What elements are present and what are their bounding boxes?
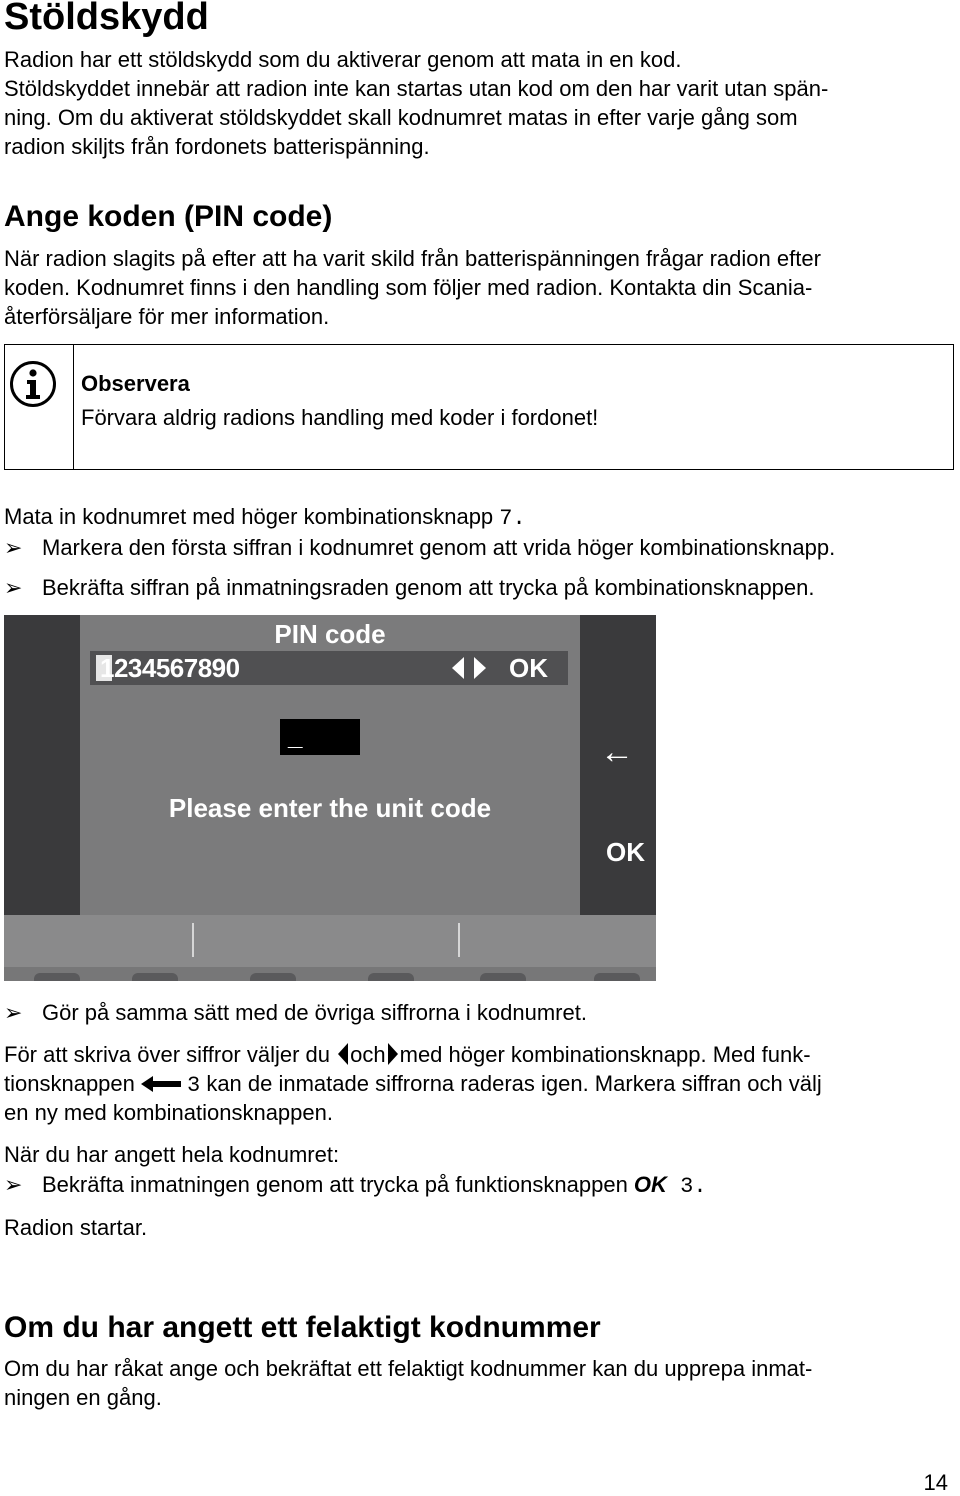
- section2-line-1: Om du har råkat ange och bekräftat ett felaktigt kodnummer kan du upprepa inmat-: [4, 1356, 813, 1381]
- back-arrow-icon: ←: [600, 733, 634, 771]
- pin-ok-label: OK: [509, 653, 548, 683]
- when-done-text: När du har angett hela kodnumret:: [4, 1142, 340, 1167]
- bullet3-text: Bekräfta inmatningen genom att trycka på funktionsknappen: [42, 1172, 634, 1197]
- bullet-arrow-icon: ➢: [4, 535, 23, 560]
- overwrite-text: För att skriva över siffror väljer du: [4, 1042, 337, 1067]
- left-triangle-icon: [338, 1043, 348, 1065]
- bullet-arrow-icon: ➢: [4, 575, 23, 600]
- section2-line-2: ningen en gång.: [4, 1385, 162, 1410]
- pin-digits: 1234567890: [100, 653, 240, 683]
- back-arrow-icon: [141, 1072, 181, 1092]
- screen-display: [80, 615, 580, 915]
- function-key: [368, 973, 414, 981]
- overwrite-text: och: [350, 1042, 386, 1067]
- intro-line-3: ning. Om du aktiverat stöldskyddet skall kodnumret matas in efter varje gång som: [4, 105, 798, 130]
- page-number: 14: [923, 1470, 948, 1495]
- step-intro-text: Mata in kodnumret med höger kombinationsknapp: [4, 504, 500, 529]
- section1-line-2: koden. Kodnumret finns i den handling som följer med radion. Kontakta din Scania-: [4, 275, 813, 300]
- function-key: [250, 973, 296, 981]
- left-right-arrows-icon: [450, 657, 496, 679]
- function-key: [132, 973, 178, 981]
- overwrite-line-3: en ny med kombinationsknappen.: [4, 1100, 333, 1125]
- button-ref: 3: [187, 1073, 201, 1098]
- bullet-arrow-icon: ➢: [4, 1172, 23, 1197]
- intro-line-1: Radion har ett stöldskydd som du aktiverar genom att mata in en kod.: [4, 47, 682, 72]
- radio-screen-figure: [4, 615, 656, 981]
- softkey-divider: [458, 923, 460, 957]
- info-icon: [10, 361, 56, 407]
- button-ref: 3.: [666, 1174, 707, 1199]
- bullet-text: Markera den första siffran i kodnumret genom att vrida höger kombinationsknapp.: [42, 535, 836, 560]
- overwrite-text: tionsknappen: [4, 1071, 141, 1096]
- note-title: Observera: [81, 371, 190, 396]
- section1-line-1: När radion slagits på efter att ha varit skild från batterispänningen frågar radion efter: [4, 246, 821, 271]
- intro-line-4: radion skiljts från fordonets batterispänning.: [4, 134, 430, 159]
- entry-value: _: [288, 721, 303, 751]
- overwrite-text: med höger kombinationsknapp. Med funk-: [399, 1042, 811, 1067]
- screen-left-panel: [4, 615, 80, 915]
- function-key: [480, 973, 526, 981]
- softkey-divider: [192, 923, 194, 957]
- step-intro-ref: 7.: [499, 506, 526, 531]
- ok-emphasis: OK: [633, 1172, 667, 1197]
- radio-starts-text: Radion startar.: [4, 1215, 148, 1240]
- side-ok-label: OK: [606, 837, 645, 867]
- bullet-text: Gör på samma sätt med de övriga siffrorna i kodnumret.: [42, 1000, 587, 1025]
- section1-line-3: återförsäljare för mer information.: [4, 304, 330, 329]
- pin-input-bar: [90, 651, 568, 685]
- note-box: [4, 344, 954, 470]
- step-intro: [4, 502, 526, 534]
- intro-line-2: Stöldskyddet innebär att radion inte kan startas utan kod om den har varit utan spän-: [4, 76, 829, 101]
- overwrite-line-2: [4, 1069, 822, 1101]
- right-triangle-icon: [388, 1043, 398, 1065]
- page-title: Stöldskydd: [4, 0, 209, 38]
- note-divider: [73, 345, 74, 469]
- section-heading-wrong-code: Om du har angett ett felaktigt kodnummer: [4, 1311, 601, 1344]
- bullet-arrow-icon: ➢: [4, 1000, 23, 1025]
- entry-field: [280, 719, 360, 755]
- note-body: Förvara aldrig radions handling med koder i fordonet!: [81, 405, 599, 430]
- overwrite-text: kan de inmatade siffrorna raderas igen. Markera siffran och välj: [200, 1071, 822, 1096]
- screen-bottom-bar: [4, 915, 656, 967]
- bullet-text: [42, 1170, 707, 1202]
- bullet-text: Bekräfta siffran på inmatningsraden genom att trycka på kombinationsknappen.: [42, 575, 815, 600]
- enter-code-prompt: Please enter the unit code: [168, 793, 492, 823]
- overwrite-line-1: [4, 1040, 811, 1070]
- section-heading-pin: Ange koden (PIN code): [4, 200, 333, 233]
- function-key: [34, 973, 80, 981]
- function-key: [594, 973, 640, 981]
- pin-code-label: PIN code: [274, 619, 386, 649]
